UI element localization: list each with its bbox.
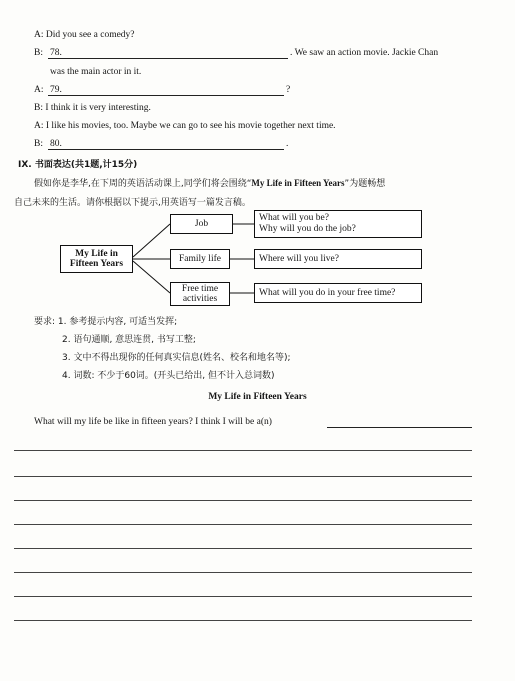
requirement-4: 4. 词数: 不少于60词。(开头已给出, 但不计入总词数) (62, 371, 275, 381)
writing-line[interactable] (14, 596, 472, 597)
section-heading: IX. 书面表达(共1题,计15分) (18, 160, 138, 170)
job-question-1: What will you be? (259, 213, 329, 223)
dialogue-line-1: A: Did you see a comedy? (34, 30, 135, 40)
requirement-3: 3. 文中不得出现你的任何真实信息(姓名、校名和地名等); (62, 353, 291, 363)
dialogue-line-4-end: ? (286, 85, 291, 95)
mindmap-job-questions (254, 210, 422, 238)
mindmap-free-time-question: What will you do in your free time? (254, 283, 422, 303)
writing-line[interactable] (14, 620, 472, 621)
dialogue-line-2-prefix: B: (34, 48, 43, 58)
writing-line[interactable] (14, 500, 472, 501)
question-number-79: 79. (50, 85, 62, 95)
dialogue-line-7-end: . (286, 139, 289, 149)
requirement-2: 2. 语句通顺, 意思连贯, 书写工整; (62, 335, 196, 345)
mindmap-family-box: Family life (170, 249, 230, 269)
mindmap-free-time-box: Free time activities (170, 282, 230, 306)
intro-title: My Life in Fifteen Years (251, 178, 345, 188)
mindmap-job-box: Job (170, 214, 233, 234)
dialogue-line-5: B: I think it is very interesting. (34, 103, 151, 113)
intro-text-c: ”为题畅想 (344, 179, 386, 189)
writing-line[interactable] (14, 548, 472, 549)
dialogue-line-3: was the main actor in it. (50, 67, 142, 77)
writing-line[interactable] (14, 450, 472, 451)
dialogue-line-7-prefix: B: (34, 139, 43, 149)
writing-line[interactable] (14, 524, 472, 525)
dialogue-line-2-rest: . We saw an action movie. Jackie Chan (290, 48, 439, 58)
essay-opening-blank[interactable] (327, 427, 472, 428)
dialogue-line-6: A: I like his movies, too. Maybe we can go to see his movie together next time. (34, 121, 336, 131)
writing-line[interactable] (14, 476, 472, 477)
essay-opening: What will my life be like in fifteen years? I think I will be a(n) (34, 417, 272, 427)
question-number-78: 78. (50, 48, 62, 58)
mindmap-family-question: Where will you live? (254, 249, 422, 269)
essay-title: My Life in Fifteen Years (208, 392, 307, 402)
job-question-2: Why will you do the job? (259, 224, 356, 235)
requirement-1: 要求: 1. 参考提示内容, 可适当发挥; (34, 317, 178, 327)
section-intro-line-2: 自己未来的生活。请你根据以下提示,用英语写一篇发言稿。 (14, 198, 251, 208)
writing-line[interactable] (14, 572, 472, 573)
mindmap-center-box: My Life in Fifteen Years (60, 245, 133, 273)
intro-text-a: 假如你是李华,在下周的英语活动课上,同学们将会围绕“ (34, 179, 252, 189)
question-number-80: 80. (50, 139, 62, 149)
dialogue-line-4-prefix: A: (34, 85, 44, 95)
